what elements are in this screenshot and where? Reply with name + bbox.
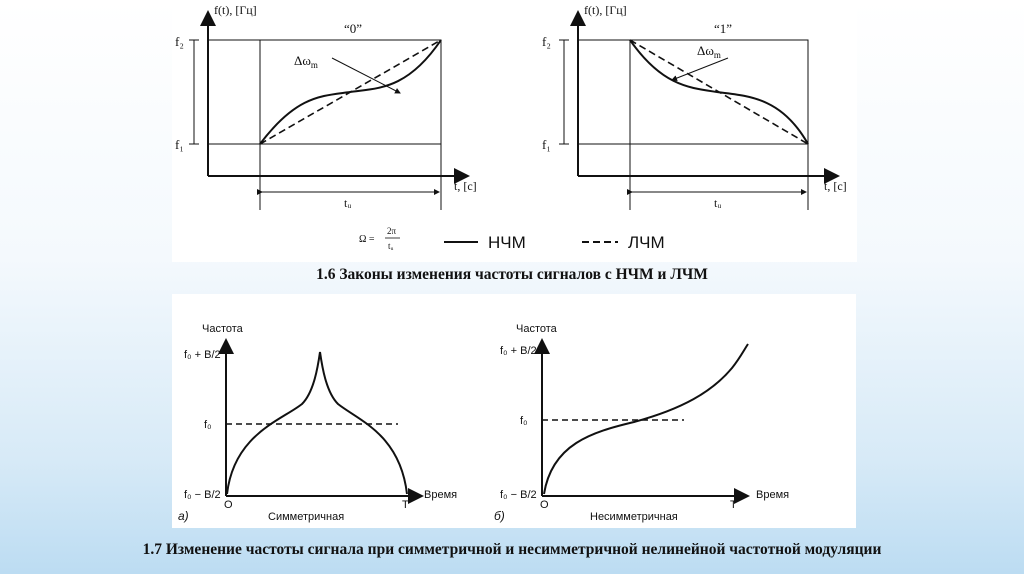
formula-numerator: 2π xyxy=(387,226,397,236)
caption-1-7: 1.7 Изменение частоты сигнала при симметричной и несимметричной нелинейной частотной модуляции xyxy=(142,541,882,558)
plot-a-top-tick: f₀ + B/2 xyxy=(184,349,221,361)
left-delta-label: $\Delta\omega_m$ xyxy=(294,53,318,70)
left-plot-title: “0” xyxy=(344,21,363,36)
plot-b-y-label: Частота xyxy=(516,323,557,335)
figure-1-6 xyxy=(172,0,857,262)
formula-lhs: Ω = xyxy=(359,234,375,245)
right-y-axis-label: f(t), [Гц] xyxy=(584,3,627,17)
plot-b-letter: б) xyxy=(494,509,505,523)
formula-denominator: tᵤ xyxy=(388,241,394,251)
legend xyxy=(444,233,665,252)
formula xyxy=(359,226,400,251)
plot-a-curve xyxy=(227,352,407,494)
right-f1-label: f₁ xyxy=(542,137,551,152)
plot-b-x-label: Время xyxy=(756,489,790,501)
plot-a-origin: O xyxy=(224,499,233,511)
plot-a-y-label: Частота xyxy=(202,323,243,335)
figure-1-7-svg xyxy=(172,294,856,528)
left-delta-pointer xyxy=(332,58,400,93)
figure-1-7 xyxy=(172,294,856,528)
plot-a xyxy=(178,323,457,523)
right-f2-label: f₂ xyxy=(542,34,551,49)
legend-nfm-label: НЧМ xyxy=(488,233,526,252)
plot-a-x-label: Время xyxy=(424,489,458,501)
left-duration-label: tᵤ xyxy=(344,196,352,210)
plot-b-curve xyxy=(544,344,748,494)
figure-1-6-svg xyxy=(172,0,857,262)
plot-b-mid-tick: f₀ xyxy=(520,415,528,427)
plot-a-bottom-tick: f₀ − B/2 xyxy=(184,489,221,501)
plot-b-end-tick: T xyxy=(730,499,737,511)
right-plot xyxy=(542,3,847,210)
plot-b-subtitle: Несимметричная xyxy=(590,511,678,523)
left-f1-label: f₁ xyxy=(175,137,184,152)
left-x-axis-label: t, [c] xyxy=(454,179,477,193)
plot-a-mid-tick: f₀ xyxy=(204,419,212,431)
right-delta-label: $\Delta\omega_m$ xyxy=(697,43,721,60)
plot-b-origin: O xyxy=(540,499,549,511)
right-x-axis-label: t, [c] xyxy=(824,179,847,193)
plot-b-top-tick: f₀ + B/2 xyxy=(500,345,537,357)
plot-a-subtitle: Симметричная xyxy=(268,511,345,523)
left-f2-label: f₂ xyxy=(175,34,184,49)
right-duration-label: tᵤ xyxy=(714,196,722,210)
left-plot xyxy=(175,3,477,210)
right-plot-title: “1” xyxy=(714,21,733,36)
plot-a-letter: а) xyxy=(178,509,189,523)
legend-lfm-label: ЛЧМ xyxy=(628,233,665,252)
plot-a-end-tick: T xyxy=(402,499,409,511)
plot-b-bottom-tick: f₀ − B/2 xyxy=(500,489,537,501)
plot-b xyxy=(494,323,789,523)
caption-1-6: 1.6 Законы изменения частоты сигналов с НЧМ и ЛЧМ xyxy=(316,266,708,283)
left-y-axis-label: f(t), [Гц] xyxy=(214,3,257,17)
